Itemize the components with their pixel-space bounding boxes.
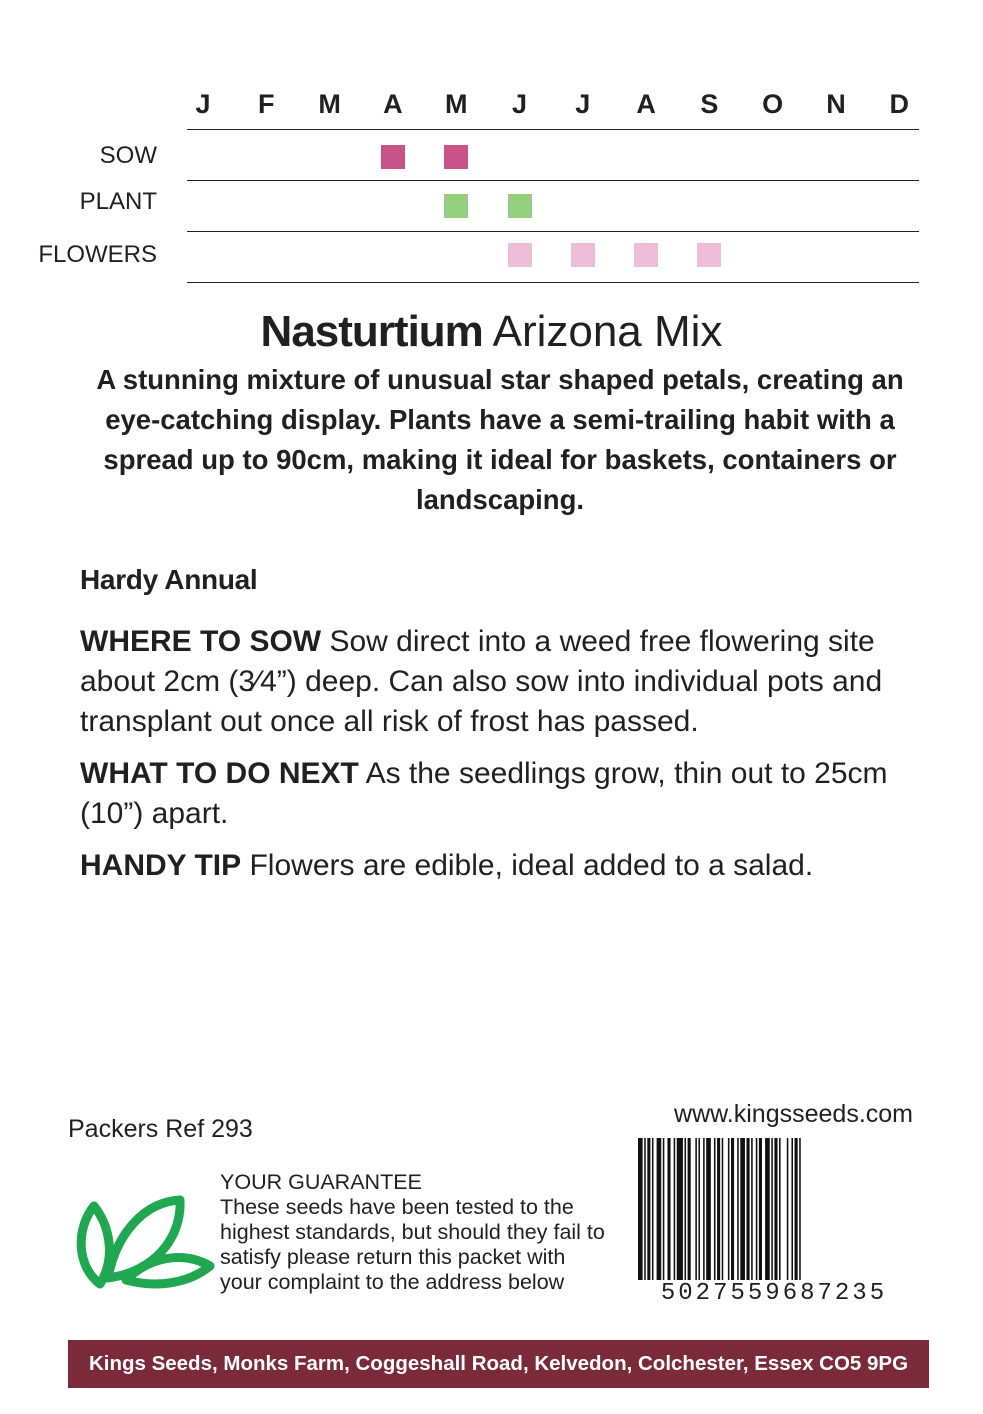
guarantee-text: These seeds have been tested to the highest standards, but should they fail to satisfy please return this packet with your complaint to the address below bbox=[220, 1195, 605, 1294]
where-to-sow-text: Sow direct into a weed free flowering site about 2cm (3⁄4”) deep. Can also sow into individual pots and transplant out once all risk of frost has passed. bbox=[80, 625, 883, 738]
month-header: D bbox=[889, 89, 910, 119]
barcode-bar bbox=[657, 1138, 662, 1298]
barcode-bar bbox=[647, 1138, 650, 1298]
calendar-cell-marker bbox=[571, 243, 595, 267]
barcode-bar bbox=[795, 1138, 798, 1298]
barcode-bar bbox=[703, 1138, 705, 1298]
calendar-divider bbox=[187, 129, 919, 130]
barcode-bar bbox=[695, 1138, 697, 1298]
barcode-bar bbox=[740, 1138, 745, 1298]
month-header: J bbox=[195, 89, 211, 119]
barcode-bar bbox=[644, 1138, 646, 1298]
barcode-bar bbox=[674, 1138, 676, 1298]
barcode-bar bbox=[765, 1138, 770, 1298]
website-link[interactable]: www.kingsseeds.com bbox=[674, 1100, 913, 1128]
product-title bbox=[0, 304, 983, 360]
calendar-row-label: FLOWERS bbox=[38, 241, 157, 268]
plant-type-label: Hardy Annual bbox=[80, 564, 258, 595]
barcode-bar bbox=[698, 1138, 700, 1298]
barcode-number: 5027559687235 bbox=[636, 1280, 912, 1308]
month-header: J bbox=[511, 89, 528, 119]
month-header: O bbox=[762, 89, 784, 119]
where-to-sow-heading: WHERE TO SOW bbox=[80, 625, 322, 658]
what-to-do-next bbox=[80, 754, 930, 834]
handy-tip bbox=[80, 846, 930, 886]
calendar-cell-marker bbox=[697, 243, 721, 267]
barcode-bar bbox=[779, 1138, 781, 1298]
calendar-divider bbox=[187, 282, 919, 283]
barcode-bar bbox=[677, 1138, 683, 1298]
calendar-cell-marker bbox=[508, 194, 532, 218]
product-name-bold: Nasturtium bbox=[260, 307, 483, 356]
calendar-row-label: PLANT bbox=[79, 188, 157, 215]
barcode-bar bbox=[751, 1138, 753, 1298]
barcode-bar bbox=[638, 1138, 643, 1298]
month-header: N bbox=[826, 89, 846, 119]
barcode-bar bbox=[731, 1138, 734, 1298]
what-to-do-next-text: As the seedlings grow, thin out to 25cm (10”) apart. bbox=[80, 757, 888, 830]
barcode-bar bbox=[706, 1138, 711, 1298]
barcode-bar bbox=[774, 1138, 777, 1298]
barcode-bar bbox=[728, 1138, 730, 1298]
barcode-bar bbox=[771, 1138, 773, 1298]
calendar-cell-marker bbox=[508, 243, 532, 267]
guarantee-block bbox=[220, 1170, 610, 1295]
packers-ref: Packers Ref 293 bbox=[68, 1115, 253, 1143]
barcode-bar bbox=[791, 1138, 793, 1298]
barcode-bar bbox=[667, 1138, 670, 1298]
product-variety: Arizona Mix bbox=[482, 307, 723, 356]
calendar-cell-marker bbox=[444, 194, 468, 218]
calendar-cell-marker bbox=[634, 243, 658, 267]
calendar-row-label: SOW bbox=[99, 142, 157, 169]
month-header: F bbox=[258, 89, 275, 119]
handy-tip-text: Flowers are edible, ideal added to a salad. bbox=[241, 849, 814, 882]
where-to-sow bbox=[80, 622, 930, 742]
what-to-do-next-heading: WHAT TO DO NEXT bbox=[80, 757, 359, 790]
barcode-bar bbox=[685, 1138, 687, 1298]
month-header: A bbox=[636, 89, 656, 119]
calendar-divider bbox=[187, 180, 919, 181]
handy-tip-heading: HANDY TIP bbox=[80, 849, 242, 882]
product-description: A stunning mixture of unusual star shaped petals, creating an eye-catching display. Plants have a semi-trailing habit with a spread up to 90cm, making it ideal for baskets, containers or landscaping. bbox=[96, 364, 904, 515]
barcode-bar bbox=[799, 1138, 801, 1298]
barcode-bar bbox=[714, 1138, 716, 1298]
barcode-bar bbox=[652, 1138, 654, 1298]
barcode-bar bbox=[717, 1138, 720, 1298]
month-header: M bbox=[318, 89, 341, 119]
month-header: J bbox=[575, 89, 591, 119]
barcode-bar bbox=[663, 1138, 665, 1298]
barcode-bar bbox=[747, 1138, 750, 1298]
barcode-bar bbox=[787, 1138, 789, 1298]
calendar-divider bbox=[187, 231, 919, 232]
month-header: S bbox=[700, 89, 719, 119]
barcode-bar bbox=[756, 1138, 758, 1298]
address-bar: Kings Seeds, Monks Farm, Coggeshall Road, Kelvedon, Colchester, Essex CO5 9PG bbox=[68, 1340, 929, 1388]
barcode-bar bbox=[688, 1138, 691, 1298]
barcode-bar bbox=[759, 1138, 762, 1298]
month-header: A bbox=[383, 89, 403, 119]
plant-type bbox=[80, 560, 930, 600]
barcode-bar bbox=[722, 1138, 724, 1298]
calendar-cell-marker bbox=[381, 145, 405, 169]
leaf-logo-icon bbox=[70, 1192, 215, 1292]
guarantee-heading: YOUR GUARANTEE bbox=[220, 1170, 422, 1194]
month-header: M bbox=[444, 89, 468, 119]
barcode-bar bbox=[737, 1138, 739, 1298]
calendar-cell-marker bbox=[444, 145, 468, 169]
